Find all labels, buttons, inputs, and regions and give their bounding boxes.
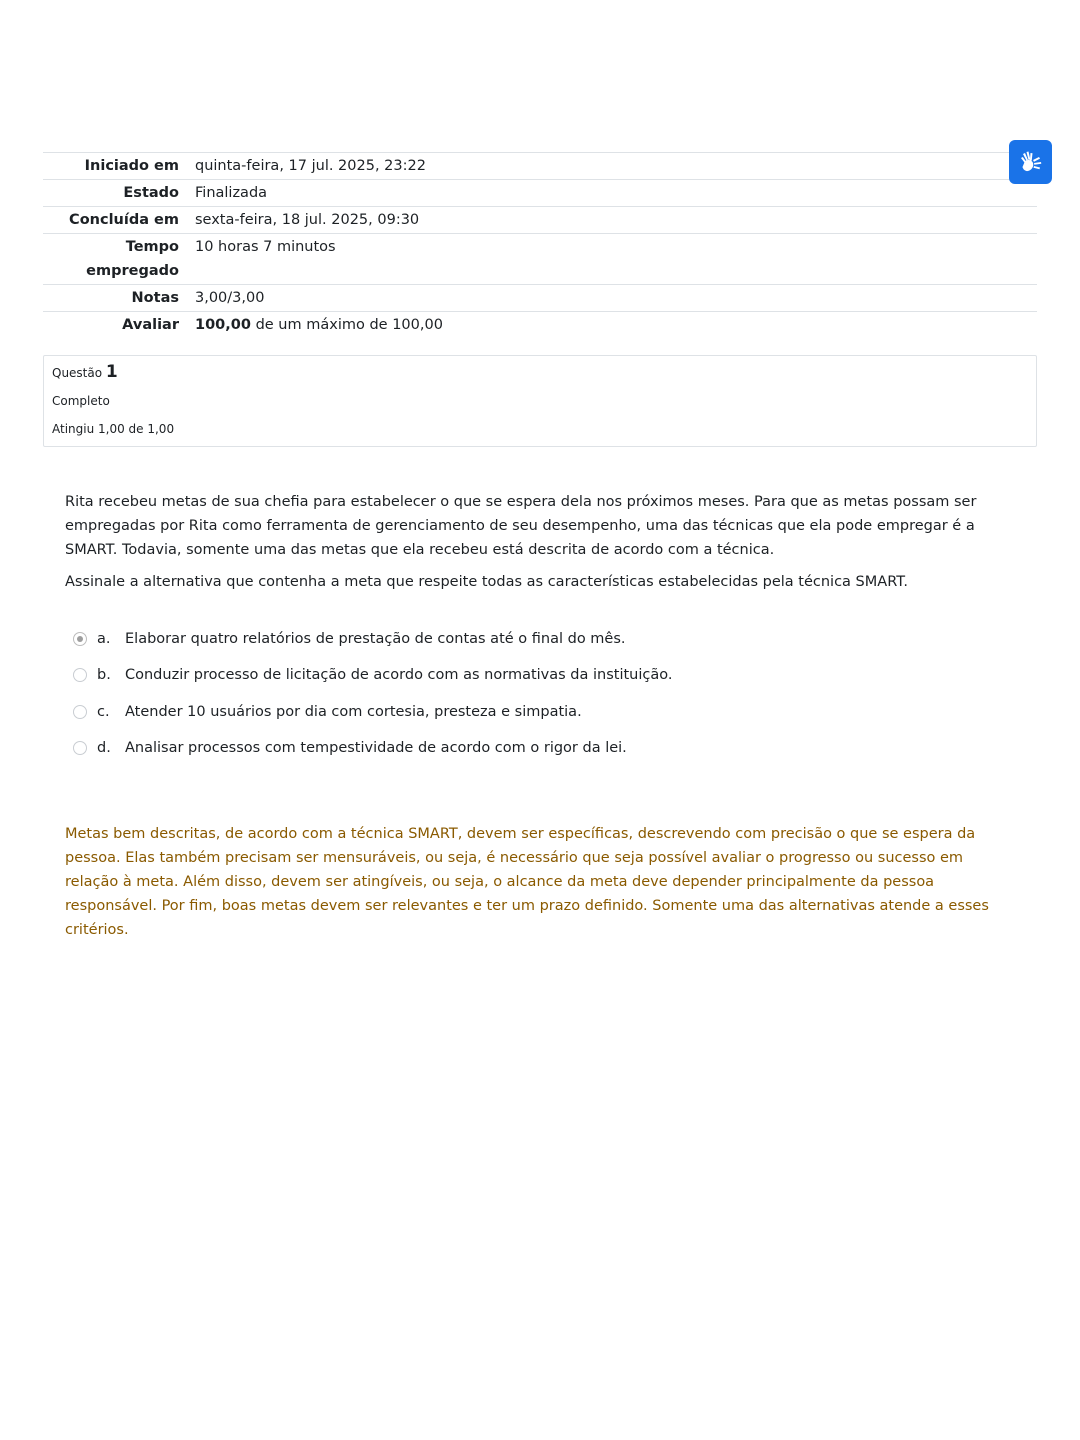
summary-label: Notas <box>131 290 179 306</box>
question-number <box>52 362 1028 383</box>
question-mark: Atingiu 1,00 de 1,00 <box>52 422 175 436</box>
summary-value: 10 horas 7 minutos <box>195 239 336 255</box>
question-paragraph: Rita recebeu metas de sua chefia para estabelecer o que se espera dela nos próximos meses. Para que as metas possam ser empregadas por Rita como ferramenta de gerenciamento de seu desempenho, uma das técnicas que ela pode empregar é a SMART. Todavia, somente uma das metas que ela recebeu está descrita de acordo com a técnica. <box>65 494 977 558</box>
answer-text: Analisar processos com tempestividade de acordo com o rigor da lei. <box>125 740 627 757</box>
summary-label: Estado <box>123 185 179 201</box>
general-feedback: Metas bem descritas, de acordo com a técnica SMART, devem ser específicas, descrevendo com precisão o que se espera da pessoa. Elas também precisam ser mensuráveis, ou seja, é necessário que seja possível avaliar o progresso ou sucesso em relação à meta. Além disso, devem ser atingíveis, ou seja, o alcance da meta deve depender principalmente da pessoa responsável. Por fim, boas metas devem ser relevantes e ter um prazo definido. Somente uma das alternativas atende a esses critérios. <box>65 826 989 938</box>
answer-letter: c. <box>97 703 110 720</box>
radio-button[interactable] <box>73 668 87 682</box>
summary-value: sexta-feira, 18 jul. 2025, 09:30 <box>195 212 420 228</box>
radio-button[interactable] <box>73 705 87 719</box>
summary-value: 3,00/3,00 <box>195 290 265 306</box>
question-number-value: 1 <box>105 362 118 382</box>
summary-label: Iniciado em <box>84 158 179 174</box>
answer-option-d[interactable] <box>73 730 973 766</box>
answer-option-a[interactable] <box>73 621 973 657</box>
summary-value: quinta-feira, 17 jul. 2025, 23:22 <box>195 158 426 174</box>
summary-row-completed <box>43 207 1037 234</box>
radio-button-checked[interactable] <box>73 632 87 646</box>
summary-grade-value <box>195 312 1037 339</box>
sign-language-hands-icon <box>1017 148 1045 176</box>
answer-text: Elaborar quatro relatórios de prestação de contas até o final do mês. <box>125 631 626 648</box>
quiz-summary-table <box>43 152 1037 338</box>
grade-score: 100,00 <box>195 317 251 333</box>
answer-text: Atender 10 usuários por dia com cortesia, presteza e simpatia. <box>125 703 582 720</box>
question-info-box <box>43 355 1037 447</box>
summary-row-state <box>43 180 1037 207</box>
answer-option-b[interactable] <box>73 657 973 693</box>
question-state: Completo <box>52 394 110 408</box>
summary-label: Tempo empregado <box>86 239 179 279</box>
answer-text: Conduzir processo de licitação de acordo com as normativas da instituição. <box>125 667 673 684</box>
summary-row-started <box>43 153 1037 180</box>
summary-value: Finalizada <box>195 185 268 201</box>
summary-row-grade <box>43 312 1037 339</box>
answer-letter: b. <box>97 667 111 684</box>
summary-row-marks <box>43 285 1037 312</box>
question-number-prefix: Questão <box>52 366 103 380</box>
answer-letter: a. <box>97 631 111 648</box>
answer-letter: d. <box>97 740 111 757</box>
accessibility-button[interactable] <box>1009 140 1052 184</box>
answer-option-c[interactable] <box>73 694 973 730</box>
summary-label: Concluída em <box>69 212 179 228</box>
answer-options <box>73 621 973 766</box>
summary-label: Avaliar <box>122 317 179 333</box>
question-text <box>65 490 1020 602</box>
summary-row-time-taken <box>43 234 1037 285</box>
grade-max: de um máximo de 100,00 <box>250 317 443 333</box>
radio-button[interactable] <box>73 741 87 755</box>
question-paragraph: Assinale a alternativa que contenha a meta que respeite todas as características estabelecidas pela técnica SMART. <box>65 574 908 590</box>
